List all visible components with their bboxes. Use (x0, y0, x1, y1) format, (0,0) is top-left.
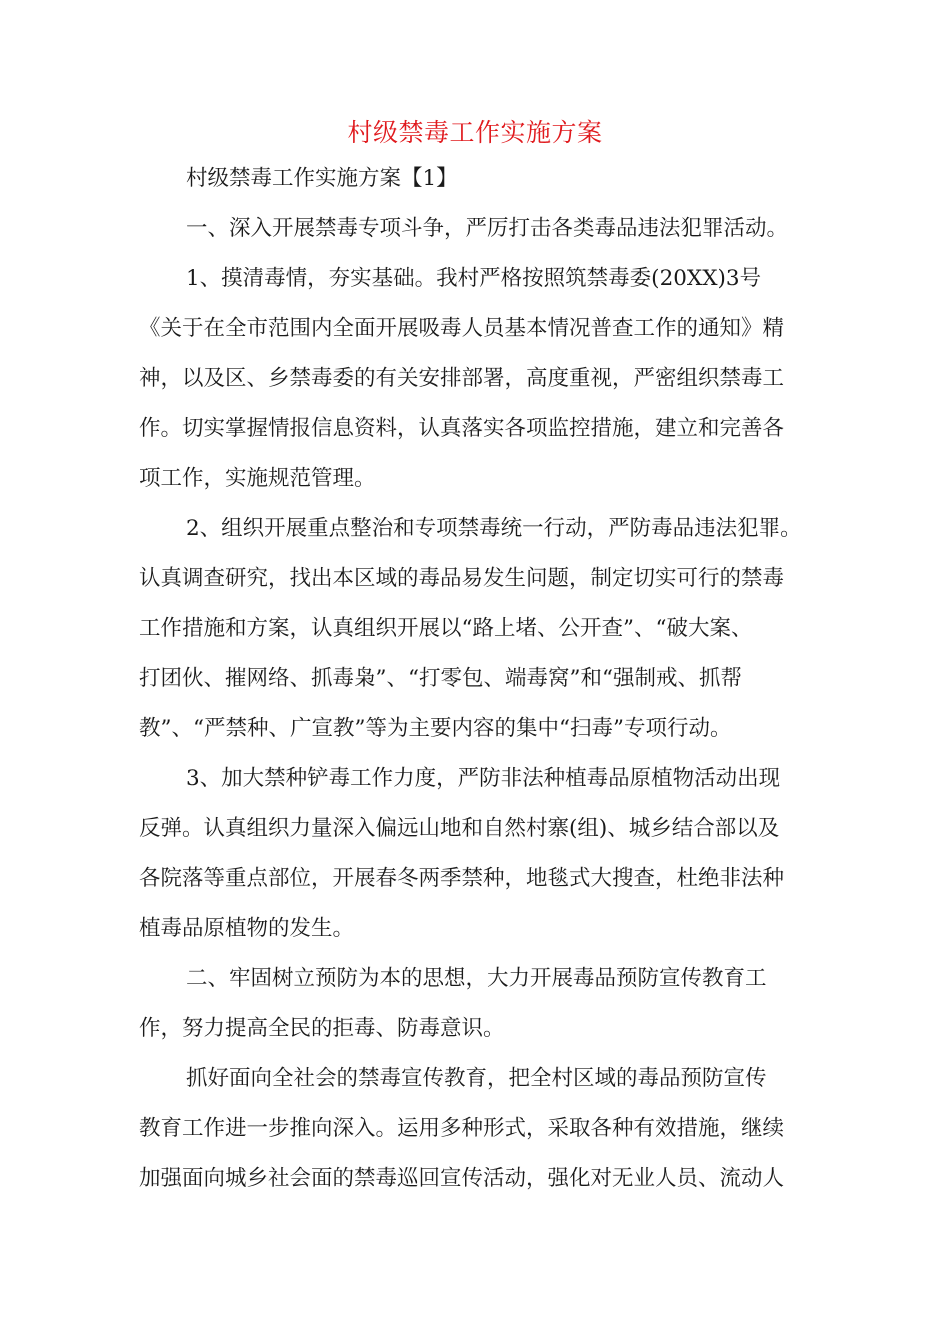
text-line: 抓好面向全社会的禁毒宣传教育，把全村区域的毒品预防宣传 (186, 1066, 767, 1091)
text-line: 村级禁毒工作实施方案【1】 (186, 166, 458, 191)
text-line: 《关于在全市范围内全面开展吸毒人员基本情况普查工作的通知》精 (139, 316, 785, 341)
text-line: 二、牢固树立预防为本的思想，大力开展毒品预防宣传教育工 (186, 966, 767, 991)
document-title: 村级禁毒工作实施方案 (347, 118, 603, 147)
text-line: 工作措施和方案，认真组织开展以“路上堵、公开查”、“破大案、 (139, 616, 753, 641)
text-line: 神，以及区、乡禁毒委的有关安排部署，高度重视，严密组织禁毒工 (139, 366, 785, 391)
text-line: 作。切实掌握情报信息资料，认真落实各项监控措施，建立和完善各 (139, 416, 785, 441)
text-line: 认真调查研究，找出本区域的毒品易发生问题，制定切实可行的禁毒 (139, 566, 785, 591)
text-line: 各院落等重点部位，开展春冬两季禁种，地毯式大搜查，杜绝非法种 (139, 866, 785, 891)
text-line: 教”、“严禁种、广宣教”等为主要内容的集中“扫毒”专项行动。 (139, 716, 732, 741)
text-line: 项工作，实施规范管理。 (139, 466, 376, 491)
text-line: 一、深入开展禁毒专项斗争，严厉打击各类毒品违法犯罪活动。 (186, 216, 789, 241)
text-line: 植毒品原植物的发生。 (139, 916, 355, 941)
text-line: 加强面向城乡社会面的禁毒巡回宣传活动，强化对无业人员、流动人 (139, 1166, 785, 1191)
document-body (139, 154, 819, 1204)
text-line: 3、加大禁种铲毒工作力度，严防非法种植毒品原植物活动出现 (186, 766, 781, 791)
text-line: 1、摸清毒情，夯实基础。我村严格按照筑禁毒委(20XX)3号 (186, 266, 762, 291)
text-line: 反弹。认真组织力量深入偏远山地和自然村寨(组)、城乡结合部以及 (139, 816, 780, 841)
text-line: 打团伙、摧网络、抓毒枭”、“打零包、端毒窝”和“强制戒、抓帮 (139, 666, 742, 691)
text-line: 作，努力提高全民的拒毒、防毒意识。 (139, 1016, 505, 1041)
text-line: 教育工作进一步推向深入。运用多种形式，采取各种有效措施，继续 (139, 1116, 785, 1141)
text-line: 2、组织开展重点整治和专项禁毒统一行动，严防毒品违法犯罪。 (186, 516, 802, 541)
